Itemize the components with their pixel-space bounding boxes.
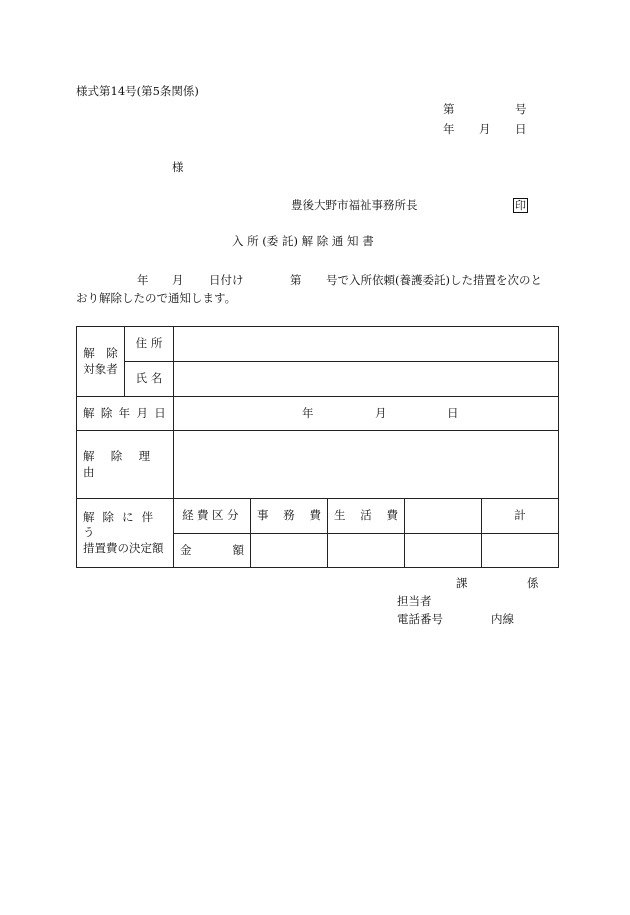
- doc-number-dai: 第: [443, 102, 455, 116]
- cost-label-2: 措置費の決定額: [83, 540, 164, 555]
- form-table: [76, 326, 559, 568]
- reason-label: 解 除 理 由: [83, 448, 157, 479]
- date-label: 解除年月日: [83, 405, 173, 420]
- date-month: 月: [479, 122, 491, 136]
- total-cell: [482, 499, 559, 534]
- body-line1-rest: 号で入所依頼(養護委託)した措置を次のと: [326, 273, 542, 287]
- target-label-cell: [77, 327, 125, 397]
- body-year: 年: [137, 273, 149, 287]
- address-label: 住 所: [135, 336, 163, 351]
- body-dai: 第: [290, 273, 302, 287]
- footer-tantousha: 担当者: [397, 594, 432, 608]
- footer-phone-label: 電話番号: [397, 612, 443, 626]
- blank-category-cell[interactable]: [405, 499, 482, 534]
- body-line2: おり解除したので通知します。: [76, 291, 237, 305]
- date-label-cell: [77, 397, 174, 431]
- amount-label: 金 額: [180, 542, 244, 557]
- living-cost-cell: [328, 499, 405, 534]
- page-title: 入 所 (委 託) 解 除 通 知 書: [232, 234, 374, 248]
- address-label-cell: [125, 327, 174, 362]
- cost-category-cell: [174, 499, 251, 534]
- office-cost-label: 事 務 費: [257, 508, 321, 523]
- name-field[interactable]: [174, 362, 559, 397]
- date-field-day: 日: [447, 406, 459, 420]
- addressee-suffix: 様: [172, 160, 184, 174]
- form-number: 様式第14号(第5条関係): [76, 84, 199, 98]
- target-label-2: 対象者: [83, 361, 118, 376]
- blank-amount-field[interactable]: [405, 534, 482, 568]
- footer-kakari: 係: [527, 576, 539, 590]
- name-label-cell: [125, 362, 174, 397]
- seal-mark: [513, 198, 528, 213]
- living-amount-field[interactable]: [328, 534, 405, 568]
- table-row-date: [77, 397, 559, 431]
- amount-label-cell: [174, 534, 251, 568]
- footer-ka: 課: [456, 576, 468, 590]
- date-day: 日: [515, 122, 527, 136]
- cost-label-1: 解除に伴う: [83, 509, 162, 540]
- total-label: 計: [514, 508, 526, 523]
- sender-name: 豊後大野市福祉事務所長: [291, 198, 418, 212]
- seal-text: 印: [515, 199, 526, 212]
- name-label: 氏 名: [135, 371, 163, 386]
- body-date-suffix: 日付け: [209, 273, 244, 287]
- date-year: 年: [443, 122, 455, 136]
- office-cost-cell: [251, 499, 328, 534]
- date-field-year: 年: [302, 406, 314, 420]
- table-row-address: [77, 327, 559, 362]
- living-cost-label: 生 活 費: [334, 508, 398, 523]
- date-field[interactable]: [174, 397, 559, 431]
- table-row-reason: [77, 431, 559, 499]
- date-field-month: 月: [375, 406, 387, 420]
- target-label-1: 解 除: [83, 345, 118, 360]
- table-row-name: [77, 362, 559, 397]
- body-month: 月: [172, 273, 184, 287]
- reason-label-cell: [77, 431, 174, 499]
- footer-extension-label: 内線: [491, 612, 514, 626]
- cost-label-cell: [77, 499, 174, 568]
- address-field[interactable]: [174, 327, 559, 362]
- cost-category-label: 経費区分: [182, 508, 242, 523]
- reason-field[interactable]: [174, 431, 559, 499]
- total-amount-field[interactable]: [482, 534, 559, 568]
- office-amount-field[interactable]: [251, 534, 328, 568]
- doc-number-go: 号: [515, 102, 527, 116]
- table-row-cost-category: [77, 499, 559, 534]
